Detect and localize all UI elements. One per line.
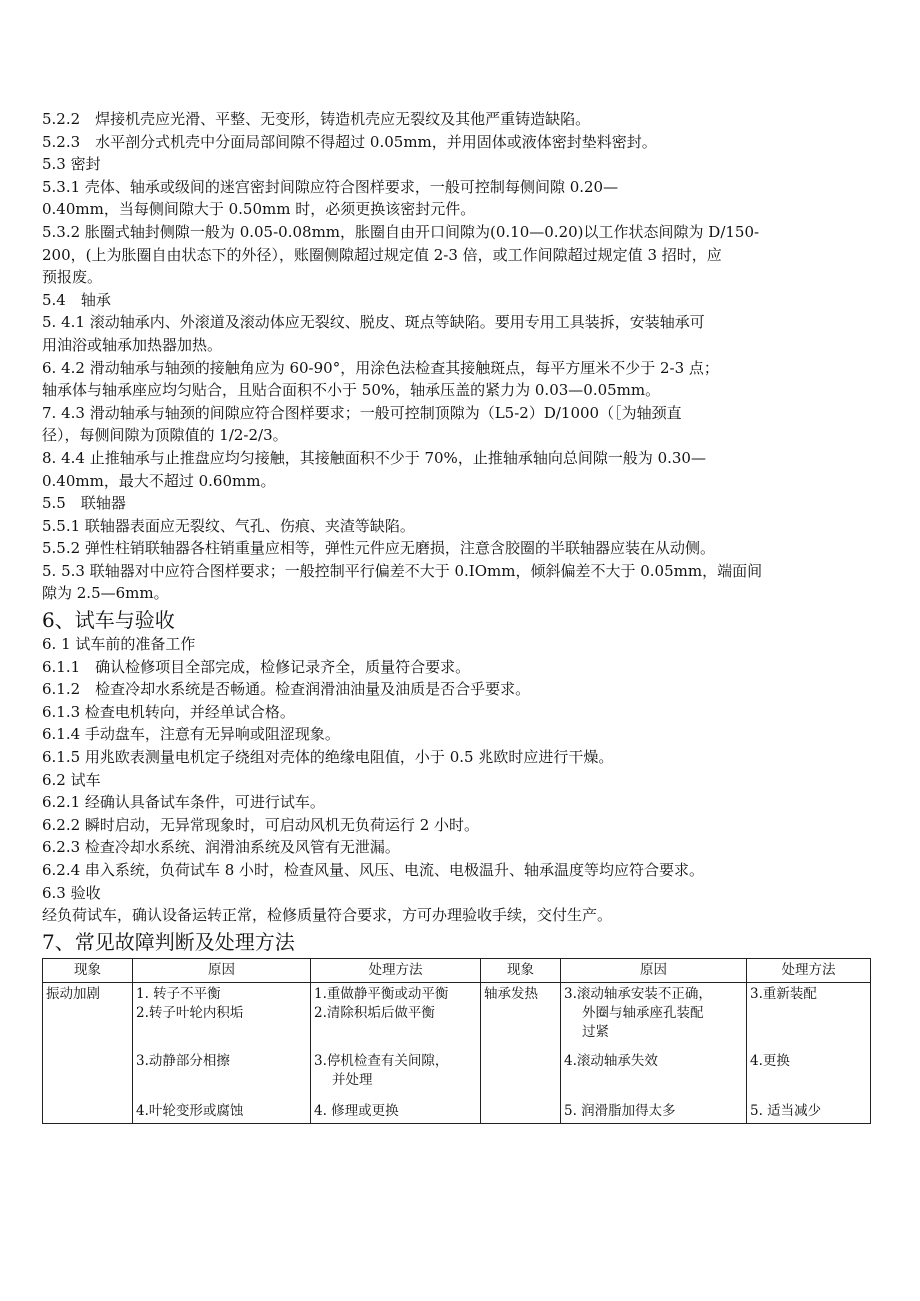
symptom-cell-empty bbox=[43, 1044, 133, 1092]
paragraph-line: 6.1.4 手动盘车，注意有无异响或阻涩现象。 bbox=[42, 725, 340, 744]
cause-text: 3.动静部分相擦 bbox=[136, 1052, 230, 1069]
cause-cell bbox=[133, 982, 311, 1044]
fix-cell bbox=[747, 1092, 871, 1124]
document-body bbox=[42, 108, 882, 1124]
paragraph-line: 轴承体与轴承座应均匀贴合，且贴合面积不小于 50%，轴承压盖的紧力为 0.03—0.05mm。 bbox=[42, 381, 661, 400]
cause-text: 外圈与轴承座孔装配 bbox=[582, 1004, 704, 1021]
paragraph-line: 隙为 2.5—6mm。 bbox=[42, 584, 169, 603]
symptom-cell-empty bbox=[481, 1044, 561, 1092]
fix-text: 5. 适当减少 bbox=[750, 1102, 822, 1119]
heading-section-7: 7、常见故障判断及处理方法 bbox=[42, 929, 295, 954]
paragraph-line: 5.3.2 胀圈式轴封侧隙一般为 0.05-0.08mm，胀圈自由开口间隙为(0.10—0.20)以工作状态间隙为 D/150- bbox=[42, 222, 760, 241]
paragraph-line: 5.5 联轴器 bbox=[42, 494, 126, 513]
fix-text: 3.停机检查有关间隙， bbox=[314, 1052, 449, 1069]
fault-table bbox=[42, 958, 871, 1124]
paragraph-line: 5.2.3 水平剖分式机壳中分面局部间隙不得超过 0.05mm，并用固体或液体密封垫料密封。 bbox=[42, 132, 657, 151]
paragraph-line: 0.40mm，最大不超过 0.60mm。 bbox=[42, 471, 276, 490]
paragraph-line: 6. 1 试车前的准备工作 bbox=[42, 635, 196, 654]
fault-table-header bbox=[43, 958, 871, 982]
fix-text: 1.重做静平衡或动平衡 bbox=[314, 985, 449, 1002]
section-5-text bbox=[42, 108, 882, 605]
cause-text: 2.转子叶轮内积垢 bbox=[136, 1004, 244, 1021]
heading-section-6: 6、试车与验收 bbox=[42, 608, 175, 633]
paragraph-line: 径），每侧间隙为顶隙值的 1/2-2/3。 bbox=[42, 426, 288, 445]
cause-text: 3.滚动轴承安装不正确， bbox=[564, 985, 712, 1002]
paragraph-line: 6. 4.2 滑动轴承与轴颈的接触角应为 60-90°，用涂色法检查其接触斑点，每平方厘米不少于 2-3 点； bbox=[42, 358, 719, 377]
fix-cell bbox=[311, 1044, 481, 1092]
paragraph-line: 6.1.1 确认检修项目全部完成，检修记录齐全，质量符合要求。 bbox=[42, 657, 471, 676]
table-row bbox=[43, 982, 871, 1044]
header-symptom-right: 现象 bbox=[481, 958, 561, 982]
symptom-vibration: 振动加剧 bbox=[43, 982, 133, 1044]
cause-cell bbox=[133, 1044, 311, 1092]
table-row bbox=[43, 1092, 871, 1124]
header-fix-left: 处理方法 bbox=[311, 958, 481, 982]
paragraph-line: 预报废。 bbox=[42, 268, 103, 287]
cause-cell bbox=[133, 1092, 311, 1124]
paragraph-line: 5. 5.3 联轴器对中应符合图样要求；一般控制平行偏差不大于 0.IOmm，倾斜偏差不大于 0.05mm，端面间 bbox=[42, 561, 763, 580]
paragraph-line: 5.3.1 壳体、轴承或级间的迷宫密封间隙应符合图样要求，一般可控制每侧间隙 0.20— bbox=[42, 177, 619, 196]
fix-cell bbox=[747, 1044, 871, 1092]
fix-text: 4. 修理或更换 bbox=[314, 1102, 399, 1119]
paragraph-line: 用油浴或轴承加热器加热。 bbox=[42, 335, 223, 354]
fix-text: 2.清除积垢后做平衡 bbox=[314, 1004, 435, 1021]
paragraph-line: 5.4 轴承 bbox=[42, 290, 111, 309]
symptom-cell-empty bbox=[43, 1092, 133, 1124]
paragraph-line: 5.3 密封 bbox=[42, 155, 101, 174]
paragraph-line: 6.3 验收 bbox=[42, 883, 101, 902]
symptom-cell-empty bbox=[481, 1092, 561, 1124]
paragraph-line: 7. 4.3 滑动轴承与轴颈的间隙应符合图样要求；一般可控制顶隙为（L5-2）D/1000（［为轴颈直 bbox=[42, 403, 682, 422]
cause-text: 5. 润滑脂加得太多 bbox=[564, 1102, 676, 1119]
fix-cell: 3.重新装配 bbox=[747, 982, 871, 1044]
paragraph-line: 5.5.1 联轴器表面应无裂纹、气孔、伤痕、夹渣等缺陷。 bbox=[42, 516, 415, 535]
paragraph-line: 6.2.4 串入系统，负荷试车 8 小时，检查风量、风压、电流、电极温升、轴承温度等均应符合要求。 bbox=[42, 861, 705, 879]
paragraph-line: 6.1.5 用兆欧表测量电机定子绕组对壳体的绝缘电阻值，小于 0.5 兆欧时应进行干燥。 bbox=[42, 748, 614, 767]
cause-cell bbox=[561, 1044, 747, 1092]
cause-text: 4.滚动轴承失效 bbox=[564, 1052, 658, 1069]
paragraph-line: 6.2.1 经确认具备试车条件，可进行试车。 bbox=[42, 793, 325, 812]
paragraph-line: 经负荷试车，确认设备运转正常，检修质量符合要求，方可办理验收手续，交付生产。 bbox=[42, 906, 613, 925]
symptom-bearing-heat: 轴承发热 bbox=[481, 982, 561, 1044]
header-cause-right: 原因 bbox=[561, 958, 747, 982]
paragraph-line: 6.1.2 检查冷却水系统是否畅通。检查润滑油油量及油质是否合乎要求。 bbox=[42, 680, 531, 699]
paragraph-line: 8. 4.4 止推轴承与止推盘应均匀接触，其接触面积不少于 70%，止推轴承轴向总间隙一般为 0.30— bbox=[42, 448, 706, 467]
paragraph-line: 200，(上为胀圈自由状态下的外径），账圈侧隙超过规定值 2-3 倍，或工作间隙超过规定值 3 招时，应 bbox=[42, 245, 722, 264]
header-cause-left: 原因 bbox=[133, 958, 311, 982]
paragraph-line: 6.2 试车 bbox=[42, 770, 101, 789]
cause-cell bbox=[561, 1092, 747, 1124]
paragraph-line: 0.40mm，当每侧间隙大于 0.50mm 时，必须更换该密封元件。 bbox=[42, 200, 476, 219]
fix-text: 并处理 bbox=[332, 1071, 373, 1088]
cause-text: 1. 转子不平衡 bbox=[136, 985, 221, 1002]
header-fix-right: 处理方法 bbox=[747, 958, 871, 982]
cause-cell bbox=[561, 982, 747, 1044]
table-row bbox=[43, 1044, 871, 1092]
cause-text: 过紧 bbox=[582, 1023, 609, 1040]
fix-text: 4.更换 bbox=[750, 1052, 790, 1069]
paragraph-line: 6.2.3 检查冷却水系统、润滑油系统及风管有无泄漏。 bbox=[42, 838, 400, 857]
paragraph-line: 5.2.2 焊接机壳应光滑、平整、无变形，铸造机壳应无裂纹及其他严重铸造缺陷。 bbox=[42, 110, 591, 128]
section-6-text bbox=[42, 633, 882, 927]
header-symptom-left: 现象 bbox=[43, 958, 133, 982]
fix-cell bbox=[311, 1092, 481, 1124]
paragraph-line: 5.5.2 弹性柱销联轴器各柱销重量应相等，弹性元件应无磨损，注意含胶圈的半联轴器应装在从动侧。 bbox=[42, 539, 715, 558]
paragraph-line: 6.1.3 检查电机转向，并经单试合格。 bbox=[42, 702, 295, 721]
paragraph-line: 6.2.2 瞬时启动，无异常现象时，可启动风机无负荷运行 2 小时。 bbox=[42, 815, 480, 834]
fix-cell bbox=[311, 982, 481, 1044]
cause-text: 4.叶轮变形或腐蚀 bbox=[136, 1102, 244, 1119]
paragraph-line: 5. 4.1 滚动轴承内、外滚道及滚动体应无裂纹、脱皮、斑点等缺陷。要用专用工具装拆，安装轴承可 bbox=[42, 313, 705, 332]
